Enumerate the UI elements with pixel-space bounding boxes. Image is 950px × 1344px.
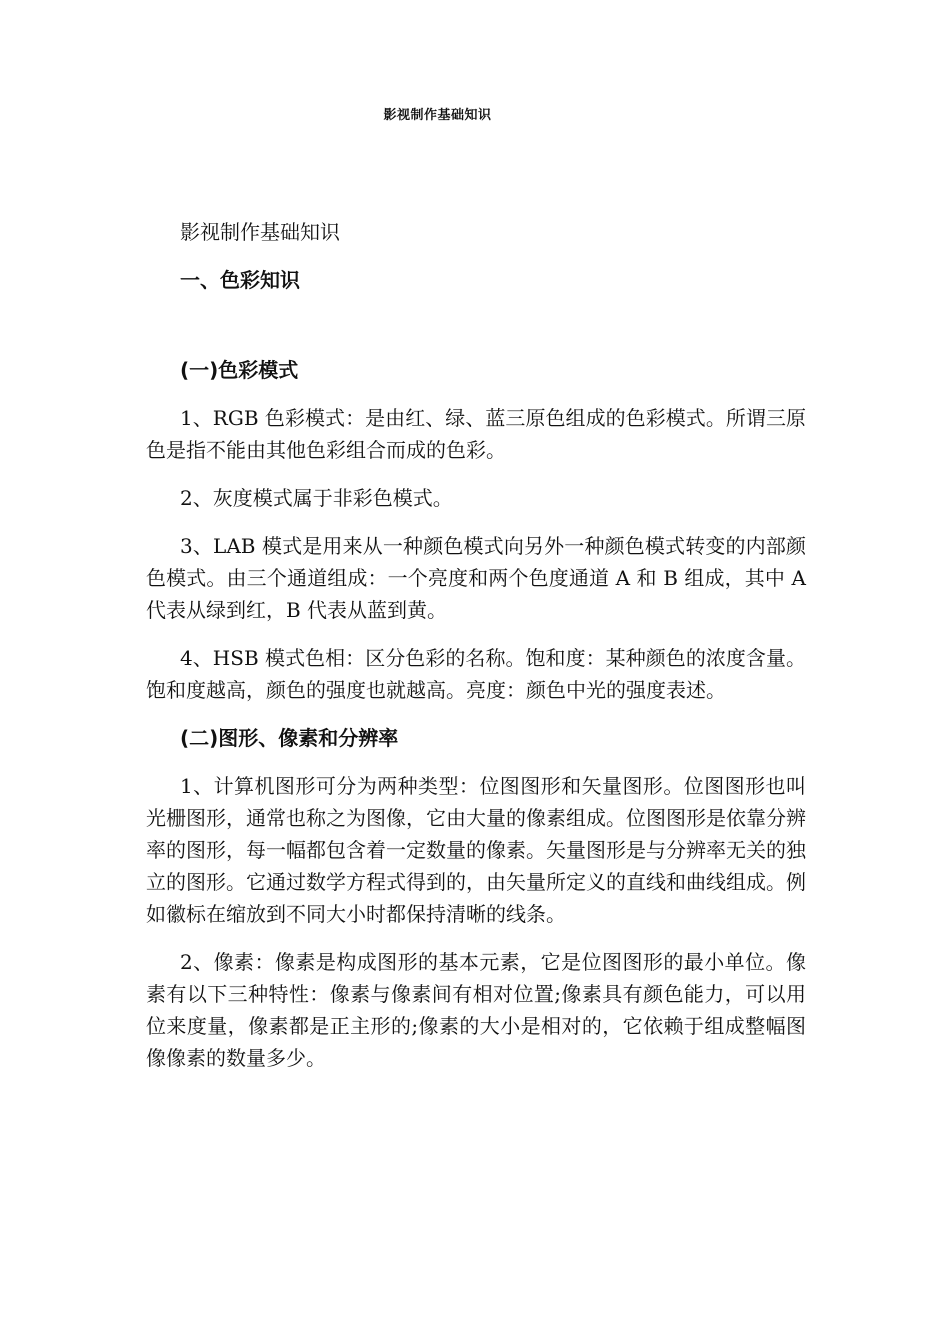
paragraph-lab: 3、LAB 模式是用来从一种颜色模式向另外一种颜色模式转变的内部颜色模式。由三个通道组成：一个亮度和两个色度通道 A 和 B 组成，其中 A 代表从绿到红，B 代表从蓝到黄。	[146, 534, 806, 622]
paragraph-graphics-types: 1、计算机图形可分为两种类型：位图图形和矢量图形。位图图形也叫光栅图形，通常也称之为图像，它由大量的像素组成。位图图形是依靠分辨率的图形，每一幅都包含着一定数量的像素。矢量图形是与分辨率无关的独立的图形。它通过数学方程式得到的，由矢量所定义的直线和曲线组成。例如徽标在缩放到不同大小时都保持清晰的线条。	[146, 774, 806, 926]
paragraph-rgb: 1、RGB 色彩模式：是由红、绿、蓝三原色组成的色彩模式。所谓三原色是指不能由其他色彩组合而成的色彩。	[146, 406, 806, 462]
page-header-title: 影视制作基础知识	[383, 108, 492, 123]
intro-title: 影视制作基础知识	[180, 220, 340, 244]
paragraph-hsb: 4、HSB 模式色相：区分色彩的名称。饱和度：某种颜色的浓度含量。饱和度越高，颜色的强度也就越高。亮度：颜色中光的强度表述。	[146, 646, 806, 702]
subsection-heading-graphics-pixels: (二)图形、像素和分辨率	[180, 726, 399, 750]
document-body	[146, 216, 806, 1090]
subsection-heading-color-modes: (一)色彩模式	[180, 358, 299, 382]
paragraph-grayscale: 2、灰度模式属于非彩色模式。	[180, 486, 453, 510]
section-heading-color-knowledge: 一、色彩知识	[180, 268, 300, 292]
paragraph-pixels: 2、像素：像素是构成图形的基本元素，它是位图图形的最小单位。像素有以下三种特性：像素与像素间有相对位置;像素具有颜色能力，可以用位来度量，像素都是正主形的;像素的大小是相对的，它依赖于组成整幅图像像素的数量多少。	[146, 950, 806, 1070]
